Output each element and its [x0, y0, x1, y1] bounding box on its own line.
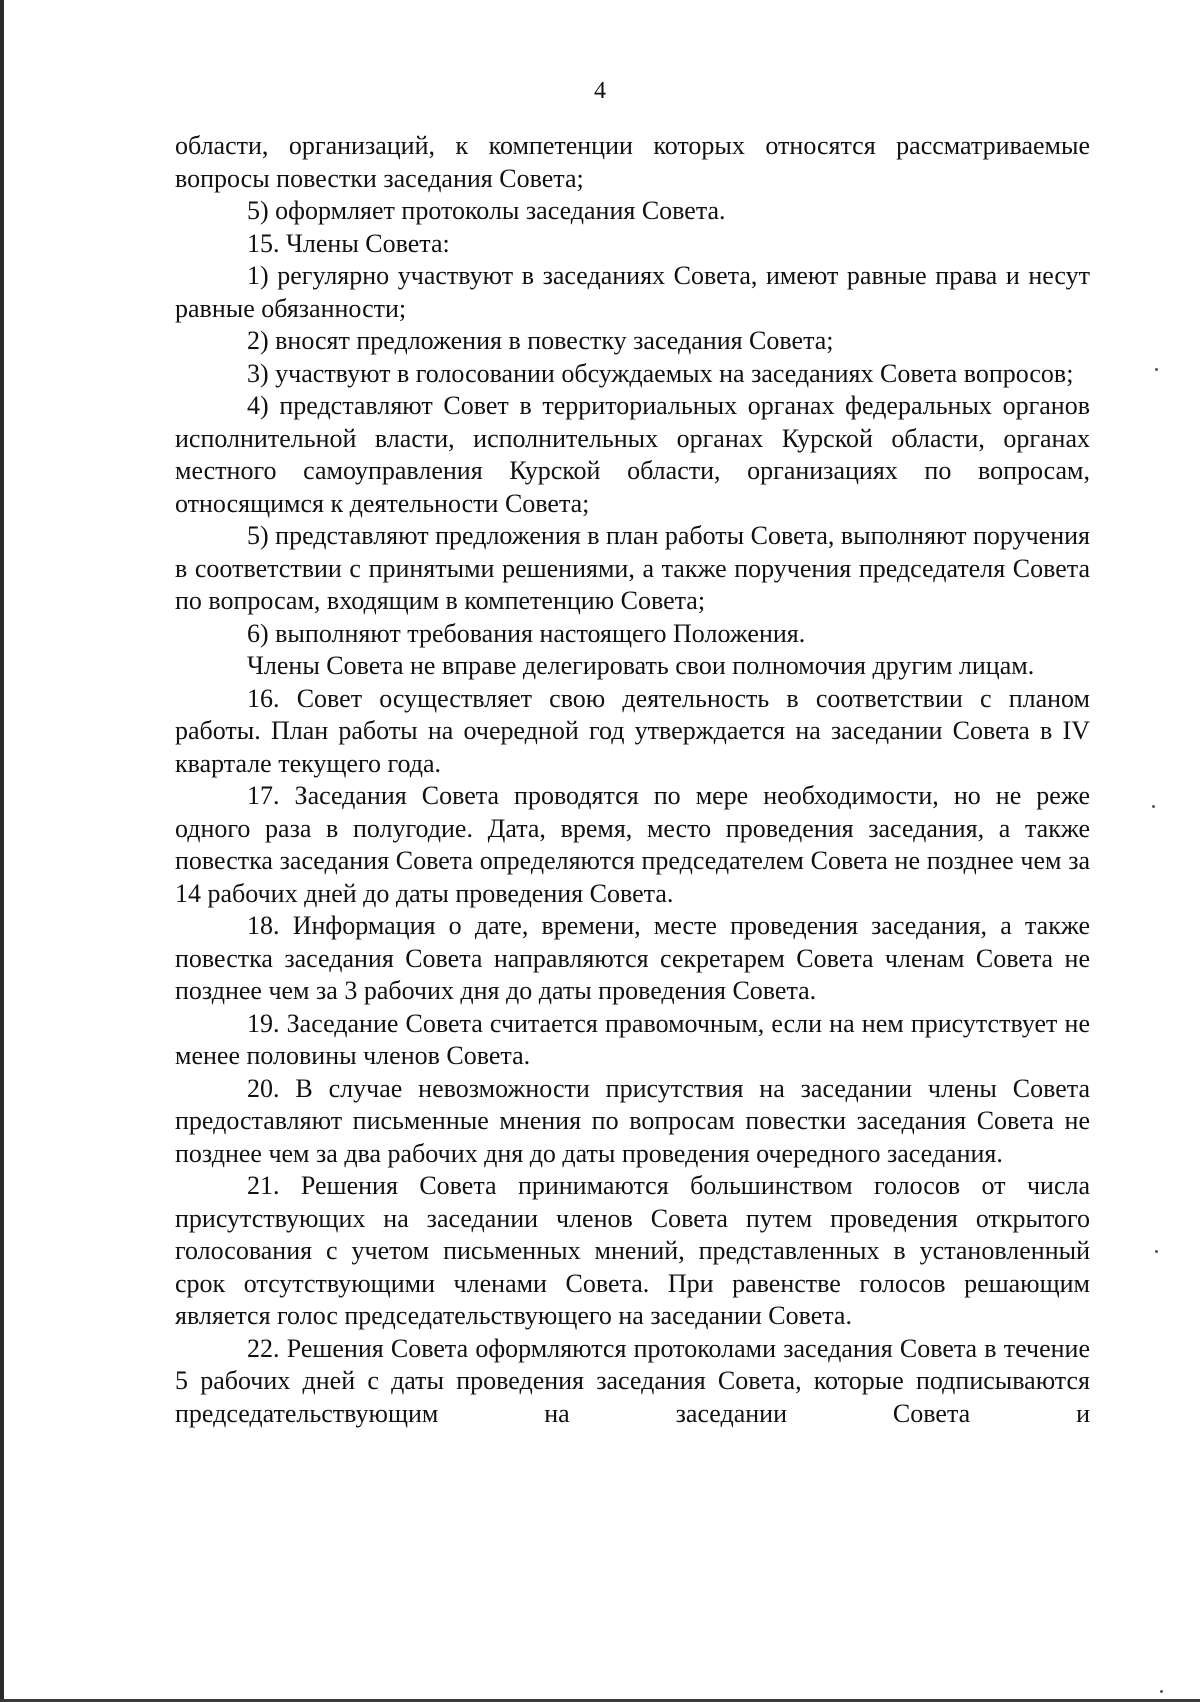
page-number: 4 [594, 78, 606, 104]
paragraph: 15. Члены Совета: [247, 228, 450, 258]
scan-speck [1155, 368, 1158, 371]
paragraph: 22. Решения Совета оформляются протоколами заседания Совета в течение 5 рабочих дней с даты проведения заседания Совета, которые подписываются председательствующим на заседании Совета и [175, 1333, 1090, 1428]
scan-speck [1160, 1690, 1163, 1693]
paragraph: 20. В случае невозможности присутствия на заседании члены Совета предоставляют письменные мнения по вопросам повестки заседания Совета не позднее чем за два рабочих дня до даты проведения очередного заседания. [175, 1073, 1090, 1168]
paragraph: области, организаций, к компетенции которых относятся рассматриваемые вопросы повестки заседания Совета; [175, 131, 1090, 193]
paragraph: 19. Заседание Совета считается правомочным, если на нем присутствует не менее половины членов Совета. [175, 1008, 1090, 1070]
paragraph: 21. Решения Совета принимаются большинством голосов от числа присутствующих на заседании членов Совета путем проведения открытого голосования с учетом письменных мнений, представленных в установленный срок отсутствующими членами Совета. При равенстве голосов решающим является голос председательствующего на заседании Совета. [175, 1171, 1090, 1330]
scan-speck [1152, 805, 1155, 808]
paragraph: 5) представляют предложения в план работы Совета, выполняют поручения в соответствии с принятыми решениями, а также поручения председателя Совета по вопросам, входящим в компетенцию Совета; [175, 521, 1090, 615]
paragraph: 18. Информация о дате, времени, месте проведения заседания, а также повестка заседания Совета направляются секретарем Совета членам Совета не позднее чем за 3 рабочих дня до даты проведения Совета. [175, 911, 1090, 1005]
paragraph: 5) оформляет протоколы заседания Совета. [247, 196, 726, 225]
document-body [175, 130, 1090, 1430]
paragraph: 17. Заседания Совета проводятся по мере необходимости, но не реже одного раза в полугодие. Дата, время, место проведения заседания, а также повестка заседания Совета определяются председателем Совета не позднее чем за 14 рабочих дней до даты проведения Совета. [175, 781, 1090, 908]
paragraph: 3) участвуют в голосовании обсуждаемых на заседаниях Совета вопросов; [247, 358, 1074, 388]
scan-left-edge [0, 0, 4, 1702]
paragraph: 4) представляют Совет в территориальных органах федеральных органов исполнительной власти, исполнительных органах Курской области, органах местного самоуправления Курской области, организациях по вопросам, относящимся к деятельности Совета; [175, 391, 1090, 518]
paragraph: Члены Совета не вправе делегировать свои полномочия другим лицам. [247, 651, 1035, 680]
paragraph: 1) регулярно участвуют в заседаниях Совета, имеют равные права и несут равные обязанности; [175, 261, 1090, 323]
paragraph: 16. Совет осуществляет свою деятельность в соответствии с планом работы. План работы на очередной год утверждается на заседании Совета в IV квартале текущего года. [175, 683, 1090, 778]
paragraph: 2) вносят предложения в повестку заседания Совета; [247, 326, 834, 355]
scan-speck [1155, 1250, 1158, 1253]
paragraph: 6) выполняют требования настоящего Положения. [247, 618, 806, 648]
